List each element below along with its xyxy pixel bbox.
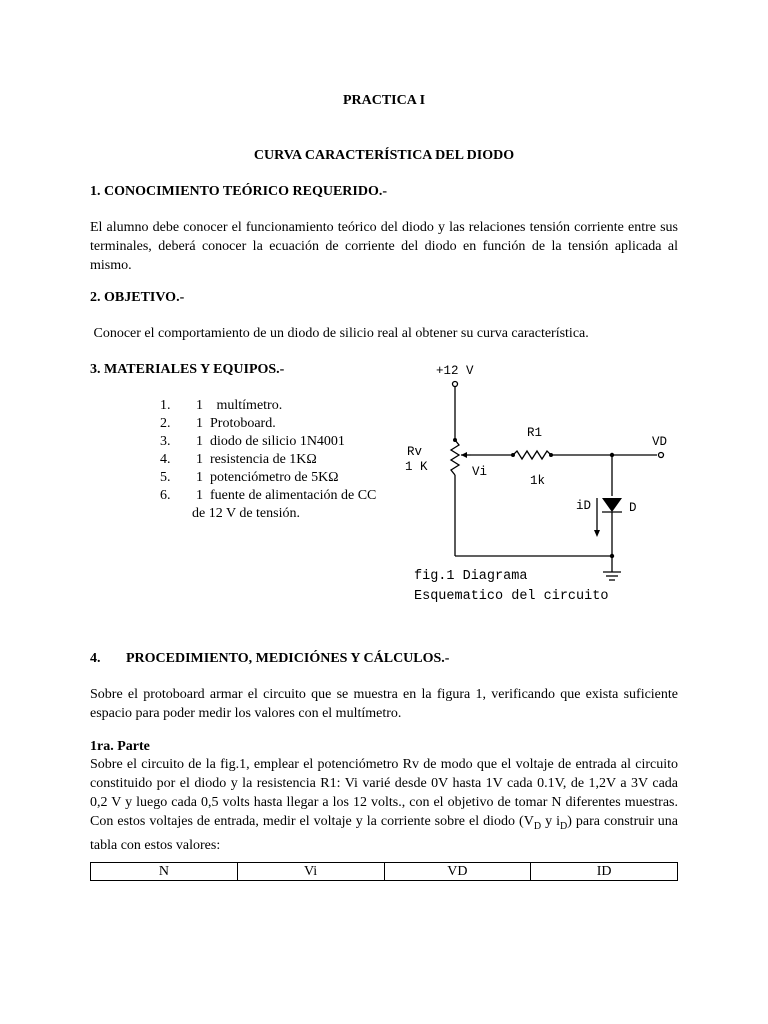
vi-label: Vi: [472, 465, 488, 479]
list-item: 3. 1 diodo de silicio 1N4001: [160, 434, 345, 449]
wiper-arrowhead: [461, 452, 467, 458]
figure-caption-line2: Esquematico del circuito: [414, 589, 609, 604]
table-header-vd: VD: [384, 863, 531, 881]
table-header-vi: Vi: [237, 863, 384, 881]
table-header-n: N: [91, 863, 238, 881]
resistor-r1: [513, 451, 551, 459]
document-subtitle: CURVA CARACTERÍSTICA DEL DIODO: [253, 148, 515, 163]
potentiometer: [451, 440, 459, 475]
current-arrowhead: [594, 530, 600, 537]
table-header-id: ID: [531, 863, 678, 881]
section1-body: El alumno debe conocer el funcionamiento teórico del diodo y las relaciones tensión corriente entre sus terminales, deberá conocer la ecuación de corriente del diodo en función de la tensión aplicada al mismo.: [90, 220, 678, 273]
diode-label: D: [629, 501, 637, 515]
rv-value-label: 1 K: [405, 460, 428, 474]
section3-heading: 3. MATERIALES Y EQUIPOS.-: [90, 362, 285, 377]
list-item-continuation: de 12 V de tensión.: [192, 506, 300, 521]
section4-number: 4.: [90, 651, 101, 666]
section1-heading: 1. CONOCIMIENTO TEÓRICO REQUERIDO.-: [90, 184, 388, 199]
practice-title: PRACTICA I: [342, 93, 426, 108]
list-item: 5. 1 potenciómetro de 5KΩ: [160, 470, 339, 485]
vd-terminal: [659, 453, 664, 458]
vd-label: VD: [652, 435, 668, 449]
section2-body: Conocer el comportamiento de un diodo de silicio real al obtener su curva característica.: [90, 326, 589, 341]
section2-heading: 2. OBJETIVO.-: [90, 290, 185, 305]
diode-symbol: [602, 498, 622, 512]
part1-heading: 1ra. Parte: [90, 739, 150, 754]
data-table: [90, 862, 678, 881]
rv-label: Rv: [407, 445, 423, 459]
r1-value-label: 1k: [530, 474, 546, 488]
list-item: 6. 1 fuente de alimentación de CC: [160, 488, 377, 503]
part1-body: Sobre el circuito de la fig.1, emplear el potenciómetro Rv de modo que el voltaje de entrada al circuito constituido por el diodo y la resistencia R1: Vi varié desde 0V hasta 1V cada 0.1V, de 1,2V a 3V cada 0,2 V y luego cada 0,5 volts hasta llegar a los 12 volts., con el objetivo de tomar N diferentes muestras. Con estos voltajes de entrada, medir el voltaje y la corriente sobre el diodo ($V_D$ y $i_D$) para construir una tabla con estos valores:: [90, 757, 679, 853]
section4-body: Sobre el protoboard armar el circuito que se muestra en la figura 1, verificando que exista suficiente espacio para poder medir los valores con el multímetro.: [90, 687, 678, 721]
supply-terminal: [453, 382, 458, 387]
r1-label: R1: [527, 426, 543, 440]
materials-list: [160, 397, 376, 523]
list-item: 4. 1 resistencia de 1KΩ: [160, 452, 317, 467]
list-item: 2. 1 Protoboard.: [160, 416, 276, 431]
list-item: 1. 1 multímetro.: [160, 398, 283, 413]
supply-label: +12 V: [436, 364, 474, 378]
table-header-row: [91, 863, 678, 881]
section4-heading: PROCEDIMIENTO, MEDICIÓNES Y CÁLCULOS.-: [126, 651, 450, 666]
figure-caption-line1: fig.1 Diagrama: [414, 569, 528, 584]
id-label: iD: [576, 499, 592, 513]
